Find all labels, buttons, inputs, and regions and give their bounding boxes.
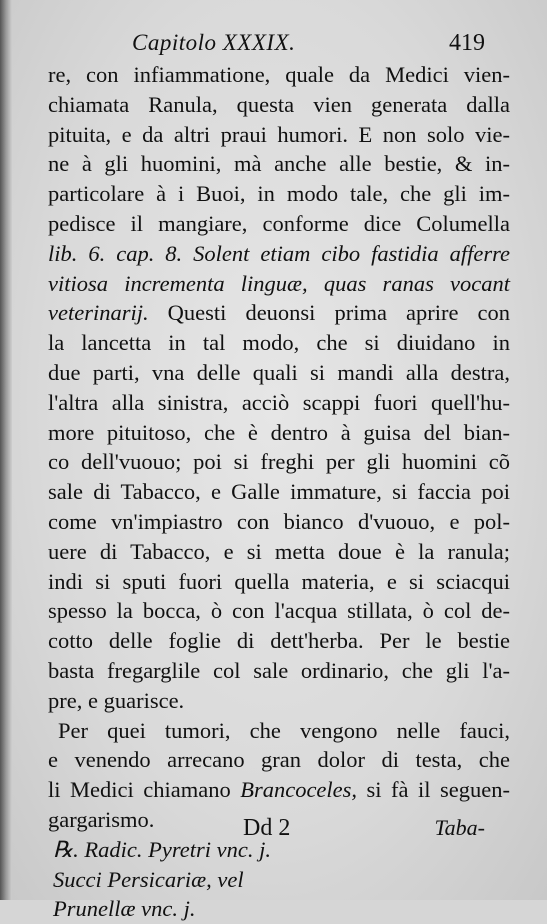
- body-text: [48, 60, 510, 924]
- signature-mark: Dd 2: [243, 815, 291, 841]
- text-line: [48, 775, 510, 805]
- text-line: la lancetta in tal modo, che si diuidano in: [48, 330, 510, 356]
- text-line: sale di Tabacco, e Galle immature, si faccia poi: [48, 479, 510, 505]
- recipe-line: Succi Persicariæ, vel: [53, 866, 244, 892]
- text-line: ne à gli huomini, mà anche alle bestie, & in‑: [48, 151, 510, 177]
- citation: lib. 6. cap. 8.: [48, 240, 183, 266]
- text-line: gargarismo.: [48, 806, 155, 832]
- text-line: pituita, e da altri praui humori. E non solo vie‑: [48, 121, 510, 147]
- page-footer: [48, 815, 485, 849]
- text-line: pedisce il mangiare, conforme dice Columella: [48, 210, 510, 236]
- latin-quote: veterinarij.: [48, 300, 149, 326]
- text-line: re, con infiammatione, quale da Medici vien‑: [48, 62, 510, 87]
- page-number: 419: [449, 30, 485, 56]
- text-line: cotto delle foglie di dett'herba. Per le bestie: [48, 628, 510, 654]
- text-line: Per quei tumori, che vengono nelle fauci,: [58, 717, 510, 743]
- binding-gutter: [0, 0, 12, 900]
- page-header: [132, 30, 485, 64]
- text-line: co dell'vuouo; poi si freghi per gli huomini cõ: [48, 449, 510, 475]
- latin-quote: Solent etiam cibo fastidia afferre: [182, 240, 510, 266]
- text-line: chiamata Ranula, questa vien generata dalla: [48, 91, 510, 117]
- text-line: [48, 298, 510, 328]
- text-line: uere di Tabacco, e si metta doue è la ranula;: [48, 538, 510, 564]
- text-span: Questi deuonsi prima aprire con: [148, 300, 510, 326]
- text-span: li Medici chiamano: [48, 777, 241, 803]
- text-line: basta fregarglile col sale ordinario, che gli l'a‑: [48, 657, 510, 683]
- text-line: due parti, vna delle quali si mandi alla destra,: [48, 359, 510, 385]
- text-line: more pituitoso, che è dentro à guisa del bian‑: [48, 419, 510, 445]
- text-line: l'altra alla sinistra, acciò scappi fuori quell'hu‑: [48, 389, 510, 415]
- text-line: particolare à i Buoi, in modo tale, che gli im‑: [48, 181, 510, 207]
- recipe-line: ℞. Radic. Pyretri vnc. j.: [53, 836, 272, 862]
- running-head: Capitolo XXXIX.: [132, 30, 296, 55]
- recipe-line: Prunellæ vnc. j.: [53, 896, 196, 922]
- text-line: spesso la bocca, ò con l'acqua stillata, ò col de‑: [48, 598, 510, 624]
- text-line: indi si sputi fuori quella materia, e si sciacqui: [48, 568, 510, 594]
- text-line: [48, 239, 510, 269]
- text-line: e venendo arrecano gran dolor di testa, che: [48, 747, 510, 773]
- text-line: come vn'impiastro con bianco d'vuouo, e pol‑: [48, 508, 510, 534]
- term: Brancoceles,: [240, 777, 358, 803]
- text-span: si fà il seguen‑: [357, 777, 510, 803]
- text-line: vitiosa incrementa linguæ, quas ranas vocant: [48, 270, 510, 296]
- catchword: Taba‑: [434, 815, 485, 840]
- text-line: pre, e guarisce.: [48, 687, 185, 713]
